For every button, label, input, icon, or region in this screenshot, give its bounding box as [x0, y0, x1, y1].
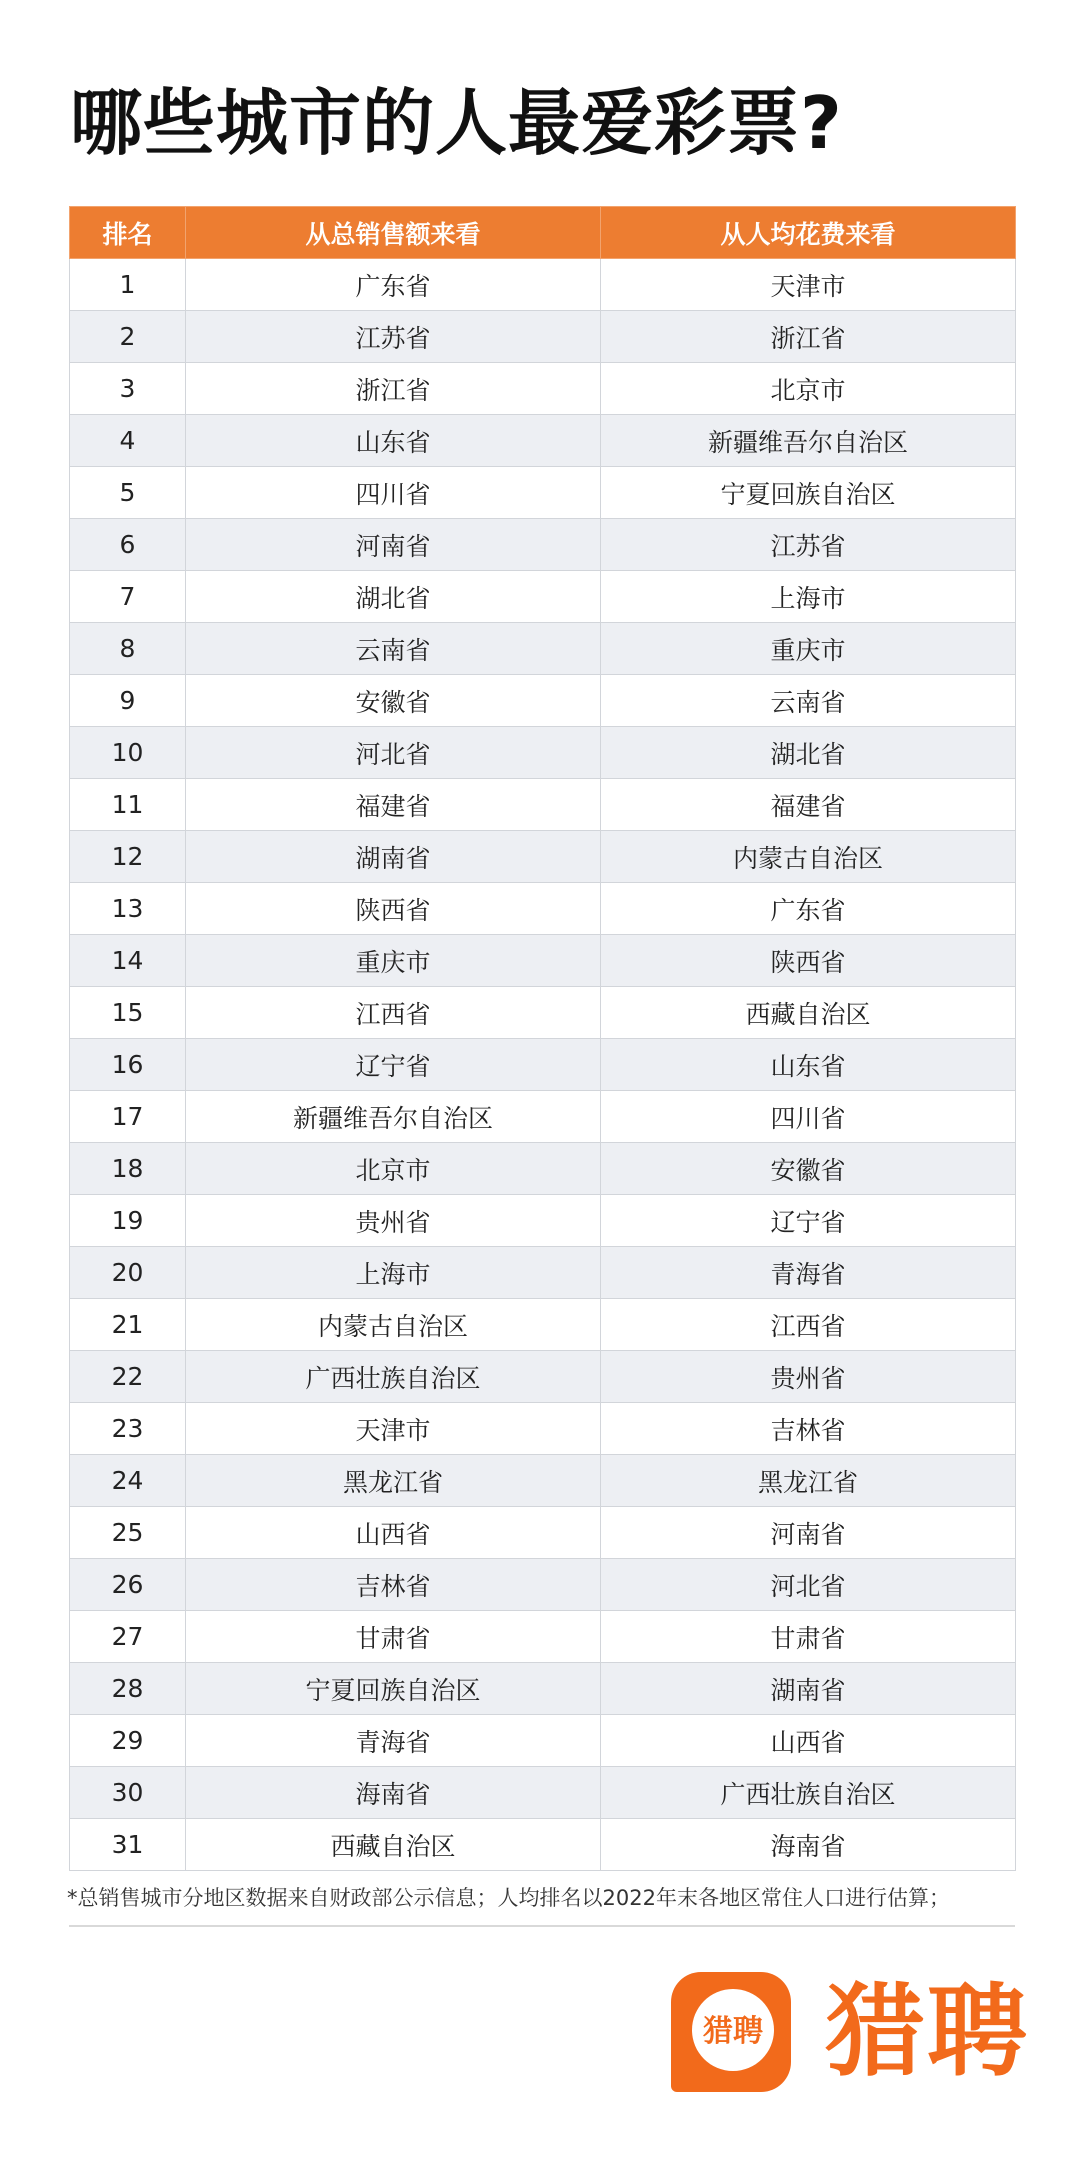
page-title: 哪些城市的人最爱彩票?	[70, 81, 843, 165]
cell-rank: 6	[70, 519, 186, 571]
cell-rank: 21	[70, 1299, 186, 1351]
cell-total-sales: 西藏自治区	[186, 1819, 601, 1871]
cell-total-sales: 云南省	[186, 623, 601, 675]
table-row	[70, 1091, 1016, 1143]
cell-total-sales: 山西省	[186, 1507, 601, 1559]
table-row	[70, 987, 1016, 1039]
cell-per-capita: 四川省	[601, 1091, 1016, 1143]
cell-rank: 29	[70, 1715, 186, 1767]
cell-rank: 14	[70, 935, 186, 987]
table-row	[70, 519, 1016, 571]
brand-name: 猎聘	[825, 1973, 1029, 2090]
cell-total-sales: 甘肃省	[186, 1611, 601, 1663]
cell-total-sales: 辽宁省	[186, 1039, 601, 1091]
cell-rank: 28	[70, 1663, 186, 1715]
cell-rank: 9	[70, 675, 186, 727]
cell-rank: 16	[70, 1039, 186, 1091]
cell-total-sales: 黑龙江省	[186, 1455, 601, 1507]
cell-per-capita: 重庆市	[601, 623, 1016, 675]
cell-rank: 15	[70, 987, 186, 1039]
cell-per-capita: 山东省	[601, 1039, 1016, 1091]
cell-per-capita: 甘肃省	[601, 1611, 1016, 1663]
cell-rank: 25	[70, 1507, 186, 1559]
table-row	[70, 1611, 1016, 1663]
cell-per-capita: 湖北省	[601, 727, 1016, 779]
cell-per-capita: 宁夏回族自治区	[601, 467, 1016, 519]
table-row	[70, 1507, 1016, 1559]
cell-total-sales: 江西省	[186, 987, 601, 1039]
table-row	[70, 935, 1016, 987]
cell-total-sales: 湖南省	[186, 831, 601, 883]
table-row	[70, 623, 1016, 675]
table-row	[70, 311, 1016, 363]
divider	[69, 1925, 1015, 1927]
cell-total-sales: 广西壮族自治区	[186, 1351, 601, 1403]
cell-rank: 13	[70, 883, 186, 935]
cell-rank: 18	[70, 1143, 186, 1195]
cell-per-capita: 湖南省	[601, 1663, 1016, 1715]
table-row	[70, 1039, 1016, 1091]
cell-per-capita: 山西省	[601, 1715, 1016, 1767]
table-row	[70, 1299, 1016, 1351]
cell-per-capita: 广东省	[601, 883, 1016, 935]
cell-rank: 17	[70, 1091, 186, 1143]
cell-total-sales: 宁夏回族自治区	[186, 1663, 601, 1715]
cell-per-capita: 河南省	[601, 1507, 1016, 1559]
table-row	[70, 1143, 1016, 1195]
cell-rank: 3	[70, 363, 186, 415]
table-row	[70, 363, 1016, 415]
cell-per-capita: 青海省	[601, 1247, 1016, 1299]
cell-total-sales: 吉林省	[186, 1559, 601, 1611]
cell-total-sales: 四川省	[186, 467, 601, 519]
cell-rank: 5	[70, 467, 186, 519]
cell-per-capita: 海南省	[601, 1819, 1016, 1871]
cell-total-sales: 河南省	[186, 519, 601, 571]
cell-total-sales: 新疆维吾尔自治区	[186, 1091, 601, 1143]
cell-total-sales: 河北省	[186, 727, 601, 779]
cell-total-sales: 湖北省	[186, 571, 601, 623]
cell-per-capita: 西藏自治区	[601, 987, 1016, 1039]
table-row	[70, 1455, 1016, 1507]
cell-per-capita: 新疆维吾尔自治区	[601, 415, 1016, 467]
cell-rank: 12	[70, 831, 186, 883]
table-row	[70, 1819, 1016, 1871]
cell-total-sales: 青海省	[186, 1715, 601, 1767]
cell-total-sales: 陕西省	[186, 883, 601, 935]
header-rank: 排名	[70, 207, 186, 259]
cell-per-capita: 广西壮族自治区	[601, 1767, 1016, 1819]
cell-rank: 19	[70, 1195, 186, 1247]
cell-total-sales: 贵州省	[186, 1195, 601, 1247]
cell-per-capita: 上海市	[601, 571, 1016, 623]
cell-per-capita: 陕西省	[601, 935, 1016, 987]
table-row	[70, 1767, 1016, 1819]
cell-per-capita: 江西省	[601, 1299, 1016, 1351]
table-row	[70, 571, 1016, 623]
cell-rank: 31	[70, 1819, 186, 1871]
cell-rank: 27	[70, 1611, 186, 1663]
cell-rank: 30	[70, 1767, 186, 1819]
cell-per-capita: 福建省	[601, 779, 1016, 831]
liepin-logo-icon	[667, 1968, 795, 2096]
cell-rank: 20	[70, 1247, 186, 1299]
cell-per-capita: 北京市	[601, 363, 1016, 415]
logo-icon-label: 猎聘	[703, 2014, 763, 2049]
cell-total-sales: 山东省	[186, 415, 601, 467]
cell-per-capita: 黑龙江省	[601, 1455, 1016, 1507]
table-header-row	[70, 207, 1016, 259]
table-row	[70, 1559, 1016, 1611]
table-row	[70, 1715, 1016, 1767]
cell-rank: 2	[70, 311, 186, 363]
cell-per-capita: 辽宁省	[601, 1195, 1016, 1247]
cell-rank: 22	[70, 1351, 186, 1403]
cell-per-capita: 河北省	[601, 1559, 1016, 1611]
cell-per-capita: 吉林省	[601, 1403, 1016, 1455]
cell-total-sales: 北京市	[186, 1143, 601, 1195]
cell-total-sales: 重庆市	[186, 935, 601, 987]
ranking-table	[69, 206, 1016, 1871]
table-row	[70, 415, 1016, 467]
cell-rank: 24	[70, 1455, 186, 1507]
footnote: *总销售城市分地区数据来自财政部公示信息；人均排名以2022年末各地区常住人口进行估算；	[67, 1886, 950, 1910]
cell-per-capita: 安徽省	[601, 1143, 1016, 1195]
cell-rank: 4	[70, 415, 186, 467]
table-row	[70, 1247, 1016, 1299]
table-row	[70, 1195, 1016, 1247]
table-body	[70, 259, 1016, 1871]
table-row	[70, 1351, 1016, 1403]
cell-total-sales: 天津市	[186, 1403, 601, 1455]
cell-rank: 11	[70, 779, 186, 831]
table-row	[70, 727, 1016, 779]
table-row	[70, 883, 1016, 935]
table-row	[70, 1663, 1016, 1715]
cell-per-capita: 内蒙古自治区	[601, 831, 1016, 883]
table-row	[70, 675, 1016, 727]
table-row	[70, 467, 1016, 519]
cell-rank: 23	[70, 1403, 186, 1455]
cell-rank: 10	[70, 727, 186, 779]
header-per-capita: 从人均花费来看	[601, 207, 1016, 259]
header-total-sales: 从总销售额来看	[186, 207, 601, 259]
cell-total-sales: 海南省	[186, 1767, 601, 1819]
cell-per-capita: 天津市	[601, 259, 1016, 311]
cell-rank: 7	[70, 571, 186, 623]
cell-total-sales: 广东省	[186, 259, 601, 311]
table-row	[70, 1403, 1016, 1455]
cell-total-sales: 安徽省	[186, 675, 601, 727]
table-row	[70, 779, 1016, 831]
table-row	[70, 259, 1016, 311]
cell-total-sales: 福建省	[186, 779, 601, 831]
cell-total-sales: 上海市	[186, 1247, 601, 1299]
cell-per-capita: 贵州省	[601, 1351, 1016, 1403]
cell-total-sales: 江苏省	[186, 311, 601, 363]
cell-rank: 8	[70, 623, 186, 675]
cell-per-capita: 浙江省	[601, 311, 1016, 363]
cell-total-sales: 浙江省	[186, 363, 601, 415]
cell-rank: 1	[70, 259, 186, 311]
cell-rank: 26	[70, 1559, 186, 1611]
cell-per-capita: 江苏省	[601, 519, 1016, 571]
cell-per-capita: 云南省	[601, 675, 1016, 727]
cell-total-sales: 内蒙古自治区	[186, 1299, 601, 1351]
table-row	[70, 831, 1016, 883]
